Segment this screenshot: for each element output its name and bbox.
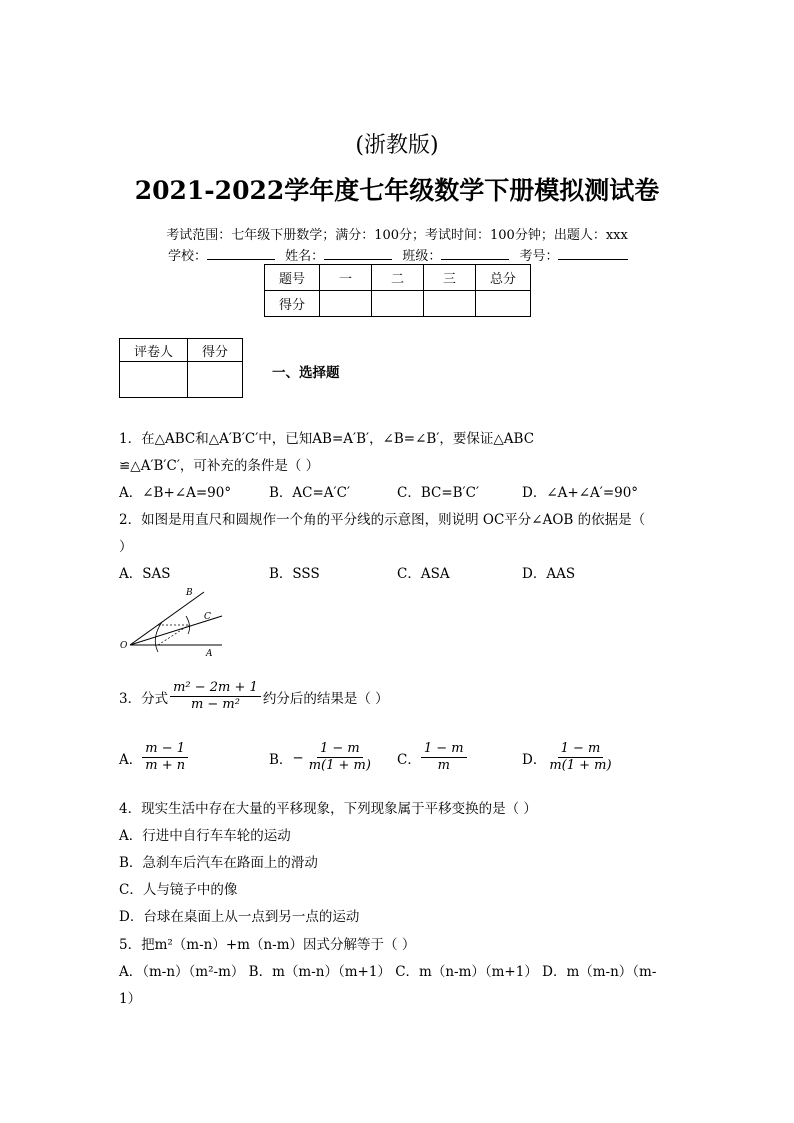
q1-option-d[interactable]: D．∠A+∠A′=90° — [522, 485, 639, 501]
score-header-cell: 三 — [424, 265, 476, 291]
score-header-cell: 二 — [372, 265, 424, 291]
q1-stem-line1: 1．在△ABC和△A′B′C′中，已知AB=A′B′，∠B=∠B′，要保证△ABC — [119, 431, 535, 447]
score-cell[interactable] — [372, 291, 424, 317]
q5-options-line1[interactable]: A．（m-n）（m²-m） B．m（m-n）（m+1） C．m（n-m）（m+1） D．m（m-n）（m- — [119, 964, 657, 980]
option-fraction — [421, 741, 467, 774]
q2-stem-line1: 2．如图是用直尺和圆规作一个角的平分线的示意图，则说明 OC平分∠AOB 的依据是（ — [119, 512, 646, 528]
q3-stem — [119, 680, 389, 713]
id-label: 考号： — [519, 249, 559, 264]
q3-numerator: m² − 2m + 1 — [170, 680, 261, 697]
q2-option-b[interactable]: B．SSS — [269, 566, 320, 582]
name-blank[interactable] — [324, 259, 392, 260]
angle-bisector-figure — [118, 586, 228, 658]
score-cell[interactable] — [476, 291, 531, 317]
q2-option-c[interactable]: C．ASA — [397, 566, 450, 582]
q4-option-c[interactable]: C．人与镜子中的像 — [119, 882, 238, 898]
option-fraction — [142, 741, 188, 774]
q1-option-a[interactable]: A．∠B+∠A=90° — [119, 485, 232, 501]
option-denominator: m(1 + m) — [308, 758, 371, 773]
option-denominator: m(1 + m) — [549, 758, 612, 773]
grader-score-header: 得分 — [188, 339, 243, 362]
option-fraction — [306, 741, 374, 774]
score-cell[interactable] — [320, 291, 372, 317]
q3-option-a[interactable] — [119, 741, 188, 774]
grader-header: 评卷人 — [120, 339, 188, 362]
page-title: 2021-2022学年度七年级数学下册模拟测试卷 — [134, 176, 660, 205]
option-numerator: 1 − m — [558, 741, 604, 758]
q3-fraction — [170, 680, 261, 713]
score-header-cell: 一 — [320, 265, 372, 291]
q1-stem-line2: ≌△A′B′C′，可补充的条件是（ ） — [119, 458, 320, 474]
id-blank[interactable] — [558, 259, 628, 260]
option-label: C． — [397, 751, 421, 768]
score-row-label: 得分 — [265, 291, 320, 317]
q2-option-d[interactable]: D．AAS — [522, 566, 576, 582]
exam-info: 考试范围：七年级下册数学；满分：100分；考试时间：100分钟；出题人：xxx — [166, 228, 628, 243]
score-header-cell: 总分 — [476, 265, 531, 291]
student-fields — [168, 245, 628, 264]
q4-stem: 4．现实生活中存在大量的平移现象，下列现象属于平移变换的是（ ） — [119, 801, 537, 817]
school-blank[interactable] — [207, 259, 275, 260]
option-denominator: m — [437, 758, 450, 773]
option-sign: − — [292, 749, 304, 766]
label-b: B — [186, 588, 193, 598]
label-o: O — [120, 641, 128, 651]
label-a: A — [206, 649, 213, 658]
edition-label: (浙教版) — [355, 133, 439, 158]
label-c: C — [204, 612, 211, 622]
option-label: A． — [119, 751, 143, 768]
q4-option-b[interactable]: B．急刹车后汽车在路面上的滑动 — [119, 855, 318, 871]
option-fraction — [546, 741, 614, 774]
section-title: 一、选择题 — [272, 365, 340, 381]
ray-ob — [130, 592, 204, 645]
q4-option-a[interactable]: A．行进中自行车车轮的运动 — [119, 828, 291, 844]
score-header-cell: 题号 — [265, 265, 320, 291]
q2-option-a[interactable]: A．SAS — [119, 566, 171, 582]
school-label: 学校： — [168, 249, 208, 264]
class-blank[interactable] — [441, 259, 509, 260]
score-table — [264, 264, 531, 317]
option-numerator: 1 − m — [421, 741, 467, 758]
q3-option-b[interactable] — [269, 741, 374, 774]
score-cell[interactable] — [424, 291, 476, 317]
q3-prefix: 3．分式 — [119, 690, 169, 707]
q1-option-b[interactable]: B．AC=A′C′ — [269, 485, 351, 501]
q1-option-c[interactable]: C．BC=B′C′ — [397, 485, 480, 501]
q2-stem-line2: ） — [119, 539, 133, 555]
option-label: D． — [522, 751, 547, 768]
q3-option-d[interactable] — [522, 741, 615, 774]
grader-table — [119, 338, 243, 398]
option-numerator: 1 − m — [317, 741, 363, 758]
option-numerator: m − 1 — [142, 741, 188, 758]
q3-suffix: 约分后的结果是（ ） — [262, 690, 389, 707]
grader-cell[interactable] — [120, 362, 188, 398]
q5-options-line2[interactable]: 1） — [119, 991, 142, 1007]
q3-option-c[interactable] — [397, 741, 467, 774]
grader-score-cell[interactable] — [188, 362, 243, 398]
q3-denominator: m − m² — [190, 697, 240, 712]
option-denominator: m + n — [145, 758, 186, 773]
q5-stem: 5．把m²（m-n）+m（n-m）因式分解等于（ ） — [119, 937, 416, 953]
q4-option-d[interactable]: D．台球在桌面上从一点到另一点的运动 — [119, 909, 360, 925]
class-label: 班级： — [402, 249, 442, 264]
name-label: 姓名： — [285, 249, 325, 264]
option-label: B． — [269, 751, 293, 768]
